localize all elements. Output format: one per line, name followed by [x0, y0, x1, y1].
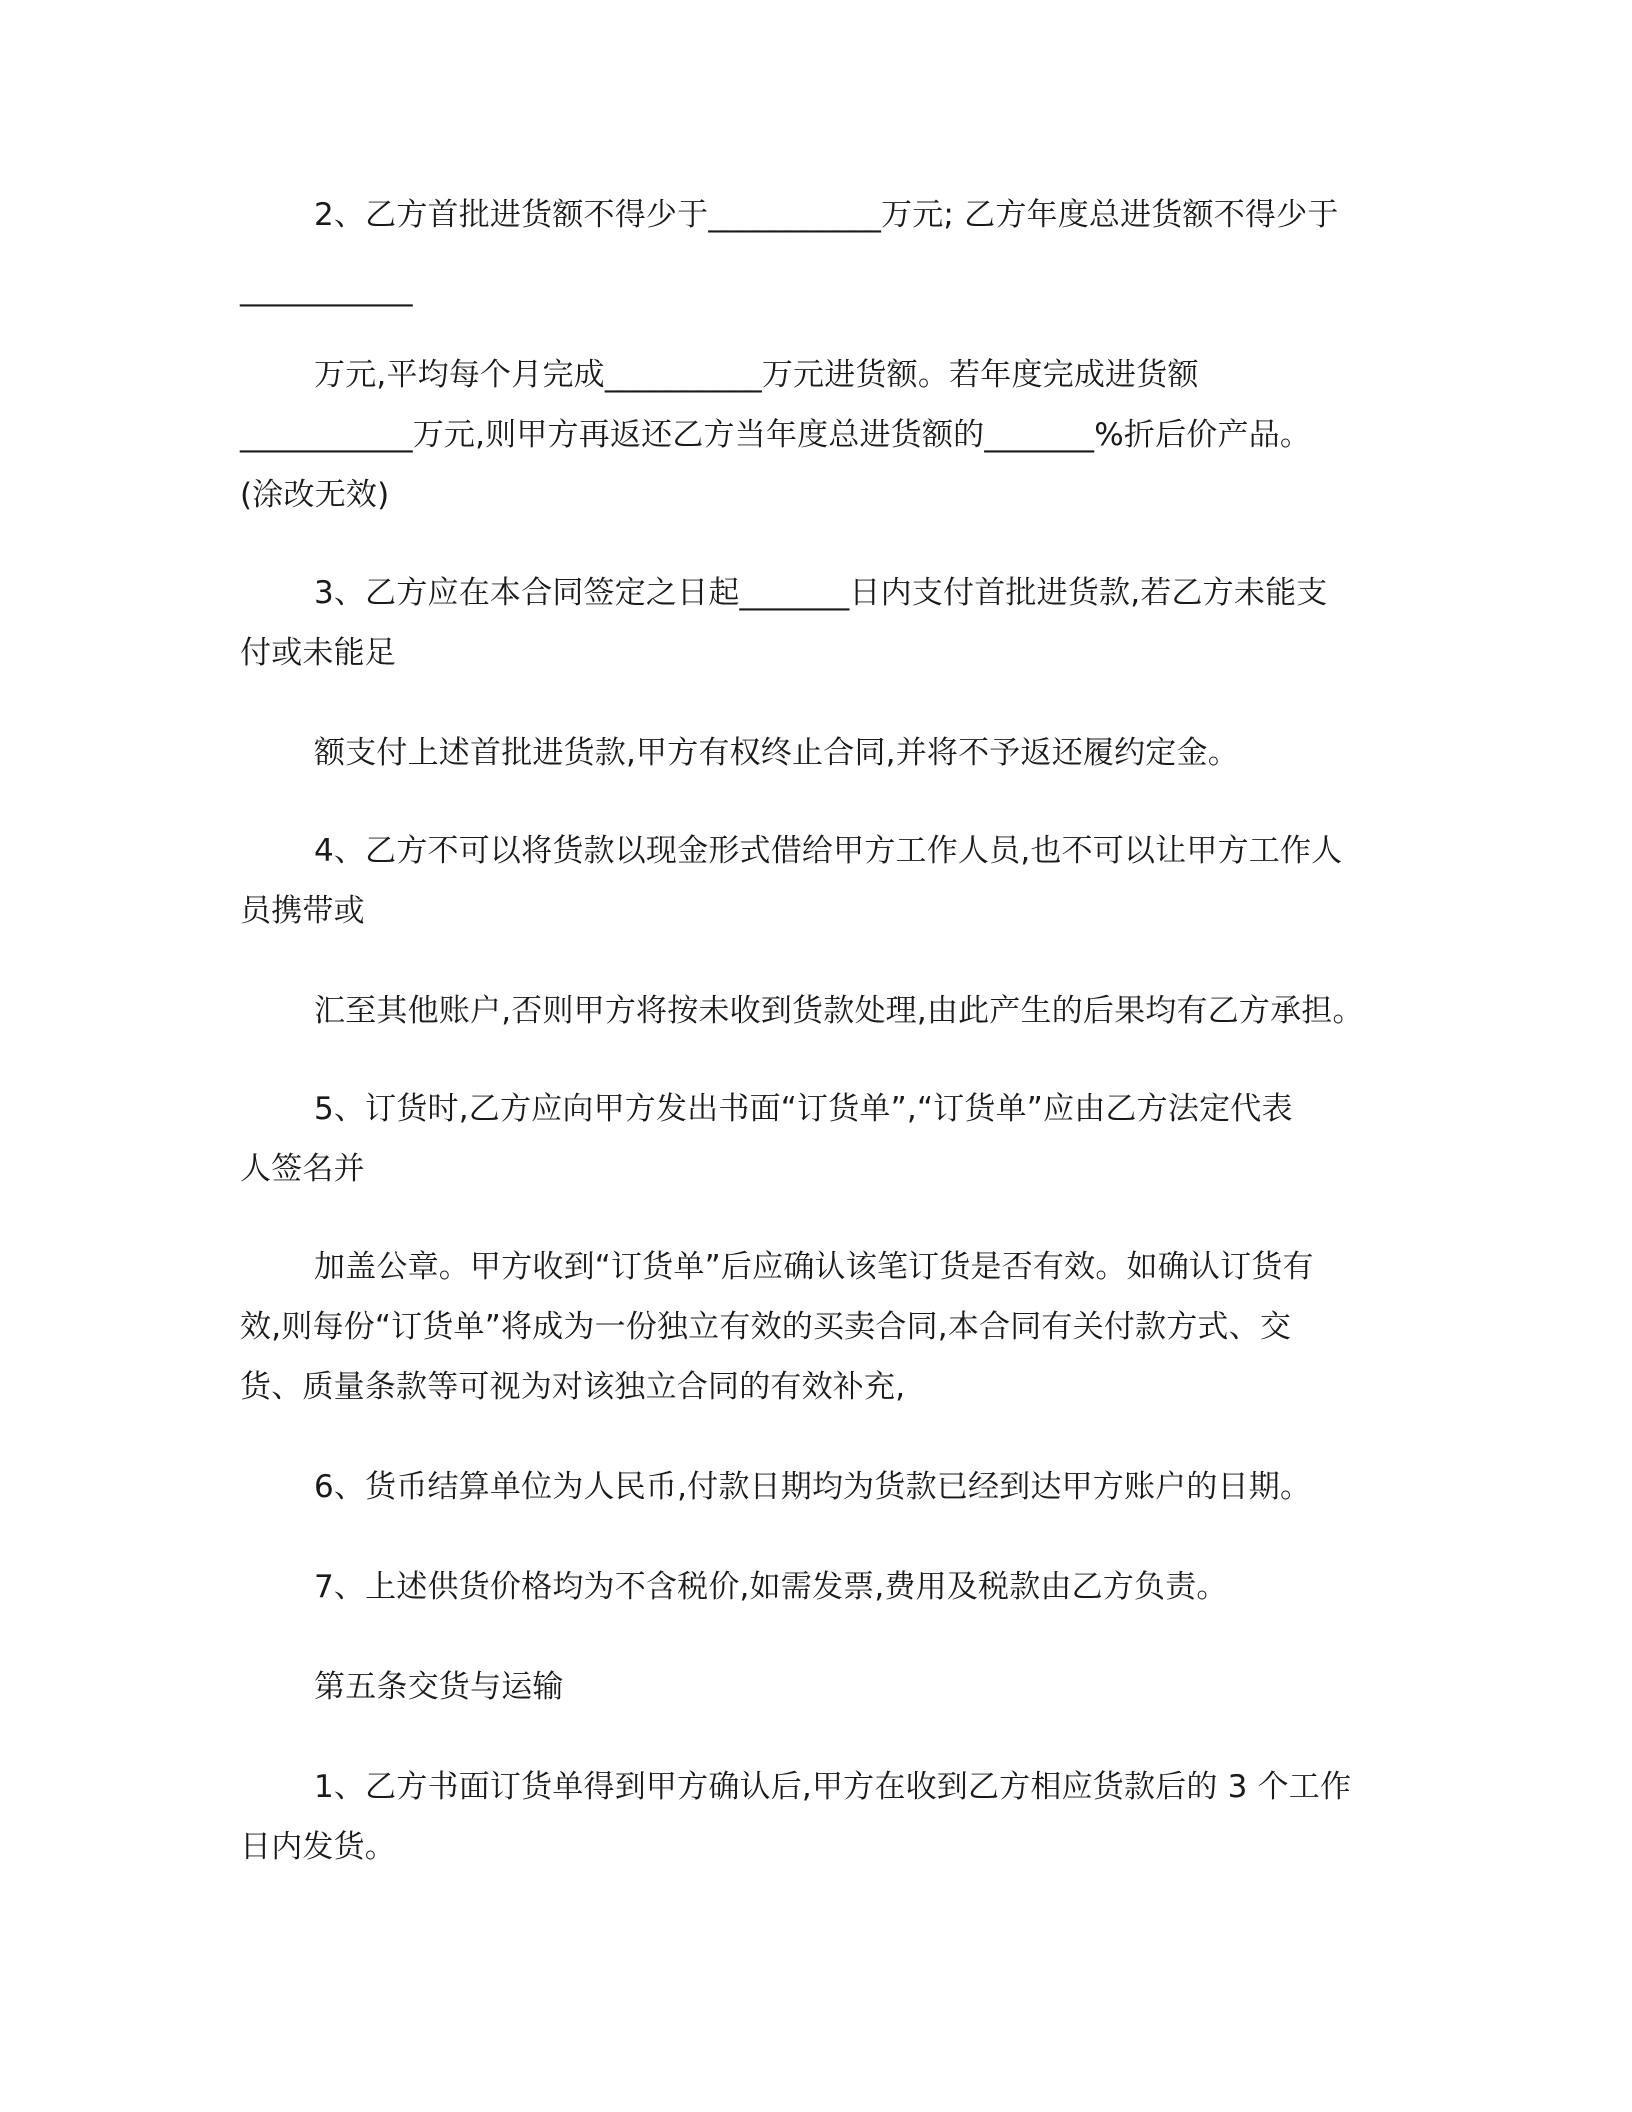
- clause-4-line-2: 员携带或: [240, 893, 365, 929]
- clause-2-line-5: (涂改无效): [240, 477, 390, 513]
- clause-2-line-3: 万元,平均每个月完成__________万元进货额。若年度完成进货额: [314, 357, 1199, 393]
- clause-3-line-2: 付或未能足: [240, 635, 396, 671]
- clause-5-line-3: 加盖公章。甲方收到“订货单”后应确认该笔订货是否有效。如确认订货有: [314, 1249, 1314, 1285]
- clause-3-line-1: 3、乙方应在本合同签定之日起_______日内支付首批进货款,若乙方未能支: [314, 575, 1328, 611]
- clause-4-line-3: 汇至其他账户,否则甲方将按未收到货款处理,由此产生的后果均有乙方承担。: [314, 993, 1364, 1029]
- clause-5-line-5: 货、质量条款等可视为对该独立合同的有效补充,: [240, 1369, 906, 1405]
- clause-2-line-1: 2、乙方首批进货额不得少于___________万元; 乙方年度总进货额不得少于: [314, 197, 1339, 233]
- clause-2-line-2: ___________: [240, 271, 413, 307]
- article-5-clause-1-line-2: 日内发货。: [240, 1829, 396, 1865]
- article-5-clause-1-line-1: 1、乙方书面订货单得到甲方确认后,甲方在收到乙方相应货款后的 3 个工作: [314, 1769, 1352, 1805]
- clause-6-line-1: 6、货币结算单位为人民币,付款日期均为货款已经到达甲方账户的日期。: [314, 1469, 1312, 1505]
- clause-5-line-4: 效,则每份“订货单”将成为一份独立有效的买卖合同,本合同有关付款方式、交: [240, 1309, 1292, 1345]
- clause-5-line-2: 人签名并: [240, 1151, 365, 1187]
- clause-3-line-3: 额支付上述首批进货款,甲方有权终止合同,并将不予返还履约定金。: [314, 735, 1239, 771]
- clause-7-line-1: 7、上述供货价格均为不含税价,如需发票,费用及税款由乙方负责。: [314, 1569, 1228, 1605]
- clause-4-line-1: 4、乙方不可以将货款以现金形式借给甲方工作人员,也不可以让甲方工作人: [314, 833, 1343, 869]
- clause-2-line-4: ___________万元,则甲方再返还乙方当年度总进货额的_______%折后价产品。: [240, 417, 1312, 453]
- article-5-heading: 第五条交货与运输: [314, 1669, 564, 1705]
- clause-5-line-1: 5、订货时,乙方应向甲方发出书面“订货单”,“订货单”应由乙方法定代表: [314, 1091, 1293, 1127]
